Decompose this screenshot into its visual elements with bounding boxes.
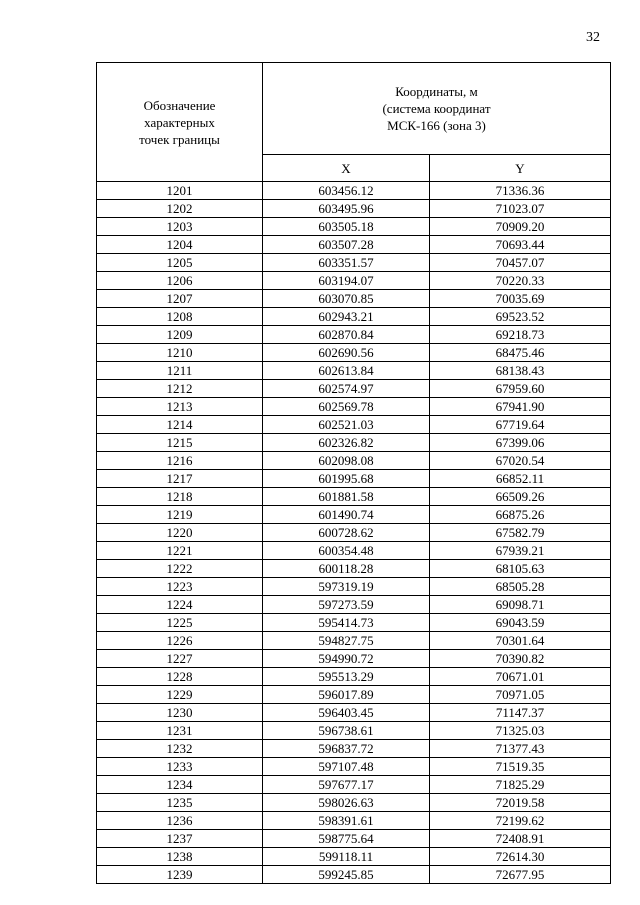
x-coordinate-cell: 600728.62 (263, 524, 430, 542)
y-coordinate-cell: 72408.91 (430, 830, 611, 848)
y-coordinate-cell: 67939.21 (430, 542, 611, 560)
point-cell: 1207 (97, 290, 263, 308)
point-cell: 1229 (97, 686, 263, 704)
x-coordinate-cell: 596738.61 (263, 722, 430, 740)
x-coordinate-cell: 602098.08 (263, 452, 430, 470)
x-coordinate-cell: 603495.96 (263, 200, 430, 218)
point-cell: 1237 (97, 830, 263, 848)
y-coordinate-cell: 68505.28 (430, 578, 611, 596)
point-cell: 1201 (97, 182, 263, 200)
y-coordinate-cell: 67582.79 (430, 524, 611, 542)
y-coordinate-cell: 71023.07 (430, 200, 611, 218)
table-row (97, 326, 611, 344)
x-coordinate-cell: 601881.58 (263, 488, 430, 506)
y-coordinate-cell: 68138.43 (430, 362, 611, 380)
x-coordinate-cell: 596403.45 (263, 704, 430, 722)
point-cell: 1205 (97, 254, 263, 272)
point-cell: 1209 (97, 326, 263, 344)
y-coordinate-cell: 69218.73 (430, 326, 611, 344)
point-cell: 1217 (97, 470, 263, 488)
table-header (97, 63, 611, 182)
table-row (97, 794, 611, 812)
y-coordinate-cell: 67719.64 (430, 416, 611, 434)
y-coordinate-cell: 69098.71 (430, 596, 611, 614)
table-row (97, 272, 611, 290)
x-coordinate-cell: 601995.68 (263, 470, 430, 488)
point-cell: 1218 (97, 488, 263, 506)
point-cell: 1216 (97, 452, 263, 470)
coords-header-line: МСК-166 (зона 3) (387, 118, 486, 134)
x-coordinate-cell: 594990.72 (263, 650, 430, 668)
table-row (97, 506, 611, 524)
point-cell: 1213 (97, 398, 263, 416)
table-body (97, 182, 611, 884)
point-cell: 1233 (97, 758, 263, 776)
x-coordinate-cell: 597273.59 (263, 596, 430, 614)
y-coordinate-cell: 66509.26 (430, 488, 611, 506)
x-coordinate-cell: 603456.12 (263, 182, 430, 200)
table-row (97, 470, 611, 488)
x-coordinate-cell: 602569.78 (263, 398, 430, 416)
x-coordinate-cell: 597319.19 (263, 578, 430, 596)
x-coordinate-cell: 601490.74 (263, 506, 430, 524)
y-column-header: Y (430, 155, 611, 182)
table-row (97, 866, 611, 884)
point-cell: 1202 (97, 200, 263, 218)
x-coordinate-cell: 602521.03 (263, 416, 430, 434)
x-coordinate-cell: 602326.82 (263, 434, 430, 452)
point-cell: 1236 (97, 812, 263, 830)
point-cell: 1227 (97, 650, 263, 668)
y-coordinate-cell: 67959.60 (430, 380, 611, 398)
y-coordinate-cell: 70909.20 (430, 218, 611, 236)
y-coordinate-cell: 70971.05 (430, 686, 611, 704)
x-coordinate-cell: 603070.85 (263, 290, 430, 308)
table-row (97, 452, 611, 470)
point-cell: 1239 (97, 866, 263, 884)
table-row (97, 668, 611, 686)
table-row (97, 236, 611, 254)
table-row (97, 740, 611, 758)
table-row (97, 434, 611, 452)
table-row (97, 416, 611, 434)
table-row (97, 542, 611, 560)
y-coordinate-cell: 67020.54 (430, 452, 611, 470)
x-coordinate-cell: 600354.48 (263, 542, 430, 560)
table-row (97, 614, 611, 632)
y-coordinate-cell: 72199.62 (430, 812, 611, 830)
table-row (97, 812, 611, 830)
point-cell: 1220 (97, 524, 263, 542)
point-cell: 1234 (97, 776, 263, 794)
y-coordinate-cell: 72019.58 (430, 794, 611, 812)
point-cell: 1223 (97, 578, 263, 596)
point-cell: 1228 (97, 668, 263, 686)
x-coordinate-cell: 600118.28 (263, 560, 430, 578)
point-header-line: Обозначение (143, 97, 216, 113)
y-coordinate-cell: 69043.59 (430, 614, 611, 632)
point-cell: 1206 (97, 272, 263, 290)
table-row (97, 200, 611, 218)
table-row (97, 524, 611, 542)
y-coordinate-cell: 71377.43 (430, 740, 611, 758)
x-coordinate-cell: 602943.21 (263, 308, 430, 326)
x-coordinate-cell: 603505.18 (263, 218, 430, 236)
x-coordinate-cell: 598391.61 (263, 812, 430, 830)
y-coordinate-cell: 72677.95 (430, 866, 611, 884)
x-coordinate-cell: 597677.17 (263, 776, 430, 794)
point-cell: 1210 (97, 344, 263, 362)
table-row (97, 560, 611, 578)
table-row (97, 686, 611, 704)
table-row (97, 578, 611, 596)
y-coordinate-cell: 70671.01 (430, 668, 611, 686)
x-coordinate-cell: 602870.84 (263, 326, 430, 344)
coords-header-line: Координаты, м (395, 84, 478, 100)
coordinates-table (96, 62, 611, 884)
x-coordinate-cell: 596017.89 (263, 686, 430, 704)
y-coordinate-cell: 71147.37 (430, 704, 611, 722)
x-column-header: X (263, 155, 430, 182)
table-row (97, 758, 611, 776)
y-coordinate-cell: 71336.36 (430, 182, 611, 200)
point-cell: 1221 (97, 542, 263, 560)
y-coordinate-cell: 66852.11 (430, 470, 611, 488)
table-row (97, 380, 611, 398)
point-cell: 1238 (97, 848, 263, 866)
x-coordinate-cell: 596837.72 (263, 740, 430, 758)
page-number: 32 (586, 30, 600, 45)
y-coordinate-cell: 67399.06 (430, 434, 611, 452)
x-coordinate-cell: 599245.85 (263, 866, 430, 884)
point-header-line: характерных (144, 114, 215, 130)
y-coordinate-cell: 68475.46 (430, 344, 611, 362)
y-coordinate-cell: 70693.44 (430, 236, 611, 254)
table-row (97, 254, 611, 272)
table-row (97, 218, 611, 236)
point-cell: 1222 (97, 560, 263, 578)
y-coordinate-cell: 71519.35 (430, 758, 611, 776)
x-coordinate-cell: 598775.64 (263, 830, 430, 848)
table-row (97, 848, 611, 866)
point-cell: 1214 (97, 416, 263, 434)
table-row (97, 722, 611, 740)
x-coordinate-cell: 603507.28 (263, 236, 430, 254)
x-coordinate-cell: 603194.07 (263, 272, 430, 290)
point-cell: 1232 (97, 740, 263, 758)
x-coordinate-cell: 603351.57 (263, 254, 430, 272)
table-row (97, 290, 611, 308)
y-coordinate-cell: 67941.90 (430, 398, 611, 416)
point-header-line: точек границы (139, 131, 220, 147)
coords-header-line: (система координат (382, 101, 491, 117)
table-row (97, 182, 611, 200)
point-cell: 1230 (97, 704, 263, 722)
point-cell: 1231 (97, 722, 263, 740)
y-coordinate-cell: 70035.69 (430, 290, 611, 308)
table-row (97, 488, 611, 506)
x-coordinate-cell: 602613.84 (263, 362, 430, 380)
y-coordinate-cell: 70220.33 (430, 272, 611, 290)
x-coordinate-cell: 599118.11 (263, 848, 430, 866)
table-row (97, 704, 611, 722)
coordinates-column-header (263, 63, 611, 155)
point-cell: 1208 (97, 308, 263, 326)
y-coordinate-cell: 70301.64 (430, 632, 611, 650)
x-coordinate-cell: 595414.73 (263, 614, 430, 632)
table-row (97, 776, 611, 794)
table-row (97, 650, 611, 668)
table-row (97, 596, 611, 614)
point-cell: 1219 (97, 506, 263, 524)
y-coordinate-cell: 71325.03 (430, 722, 611, 740)
point-cell: 1203 (97, 218, 263, 236)
table-row (97, 362, 611, 380)
y-coordinate-cell: 70457.07 (430, 254, 611, 272)
point-cell: 1211 (97, 362, 263, 380)
table-row (97, 830, 611, 848)
y-coordinate-cell: 66875.26 (430, 506, 611, 524)
y-coordinate-cell: 70390.82 (430, 650, 611, 668)
x-coordinate-cell: 594827.75 (263, 632, 430, 650)
y-coordinate-cell: 68105.63 (430, 560, 611, 578)
point-cell: 1226 (97, 632, 263, 650)
y-coordinate-cell: 71825.29 (430, 776, 611, 794)
point-cell: 1212 (97, 380, 263, 398)
point-column-header (97, 63, 263, 182)
table-row (97, 344, 611, 362)
y-coordinate-cell: 72614.30 (430, 848, 611, 866)
x-coordinate-cell: 602690.56 (263, 344, 430, 362)
y-coordinate-cell: 69523.52 (430, 308, 611, 326)
x-coordinate-cell: 602574.97 (263, 380, 430, 398)
point-cell: 1204 (97, 236, 263, 254)
x-coordinate-cell: 597107.48 (263, 758, 430, 776)
point-cell: 1224 (97, 596, 263, 614)
table-row (97, 308, 611, 326)
table-row (97, 398, 611, 416)
point-cell: 1215 (97, 434, 263, 452)
table-row (97, 632, 611, 650)
x-coordinate-cell: 595513.29 (263, 668, 430, 686)
x-coordinate-cell: 598026.63 (263, 794, 430, 812)
point-cell: 1235 (97, 794, 263, 812)
point-cell: 1225 (97, 614, 263, 632)
